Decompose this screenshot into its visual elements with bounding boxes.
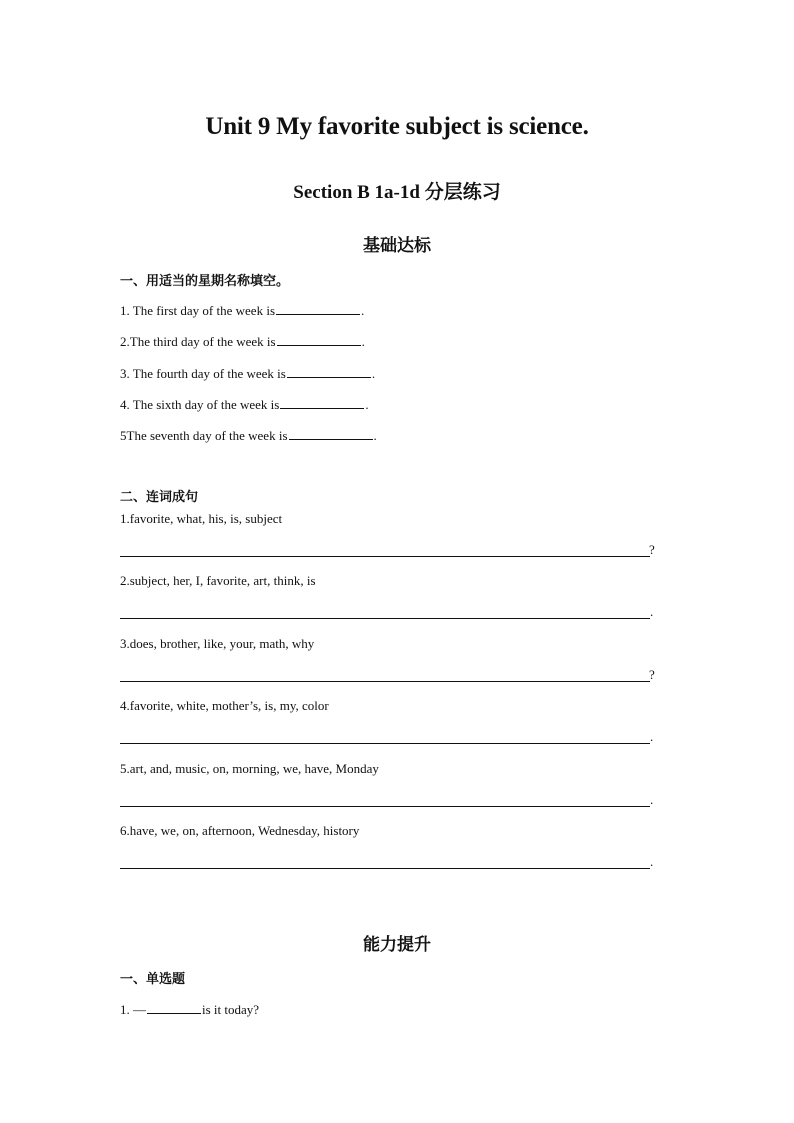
end-mark: . (371, 366, 376, 381)
reorder-prompt-5: 5.art, and, music, on, morning, we, have, Monday (120, 761, 379, 776)
answer-blank[interactable] (276, 301, 360, 315)
fill-item-text: 3. The fourth day of the week is (120, 366, 286, 381)
part2-instruction: 二、连词成句 (120, 489, 199, 504)
answer-blank[interactable] (147, 1000, 201, 1014)
answer-blank[interactable] (289, 426, 373, 440)
answer-line-5[interactable] (120, 806, 650, 807)
answer-line-3[interactable] (120, 681, 650, 682)
fill-item-text: 5The seventh day of the week is (120, 428, 288, 443)
answer-end-1: ? (649, 542, 655, 557)
answer-end-6: . (650, 854, 654, 869)
answer-end-5: . (650, 792, 654, 807)
fill-item-1 (120, 301, 364, 319)
part1-instruction: 一、用适当的星期名称填空。 (120, 273, 290, 288)
choice-instruction: 一、单选题 (120, 971, 186, 986)
reorder-prompt-4: 4.favorite, white, mother’s, is, my, color (120, 698, 329, 713)
reorder-prompt-3: 3.does, brother, like, your, math, why (120, 636, 315, 651)
answer-end-3: ? (649, 667, 655, 682)
fill-item-4 (120, 395, 369, 413)
answer-line-6[interactable] (120, 868, 650, 869)
page-subtitle: Section B 1a-1d 分层练习 (293, 182, 501, 203)
fill-item-text: 4. The sixth day of the week is (120, 397, 280, 412)
end-mark: . (365, 397, 369, 412)
reorder-prompt-1: 1.favorite, what, his, is, subject (120, 511, 283, 526)
answer-blank[interactable] (280, 395, 364, 409)
answer-blank[interactable] (277, 332, 361, 346)
question-prefix: 1. — (120, 1002, 146, 1017)
advanced-level-heading: 能力提升 (363, 935, 431, 954)
fill-item-text: 1. The first day of the week is (120, 303, 275, 318)
end-mark: . (373, 428, 377, 443)
answer-line-1[interactable] (120, 556, 650, 557)
answer-line-2[interactable] (120, 618, 650, 619)
fill-item-5 (120, 426, 377, 444)
answer-line-4[interactable] (120, 743, 650, 744)
answer-end-4: . (650, 729, 654, 744)
answer-end-2: . (650, 604, 654, 619)
reorder-prompt-6: 6.have, we, on, afternoon, Wednesday, history (120, 823, 360, 838)
end-mark: . (361, 303, 365, 318)
fill-item-2 (120, 332, 365, 350)
question-suffix: is it today? (202, 1002, 260, 1017)
answer-blank[interactable] (287, 364, 371, 378)
end-mark: . (361, 334, 365, 349)
choice-question-1 (120, 1000, 259, 1018)
fill-item-text: 2.The third day of the week is (120, 334, 276, 349)
fill-item-3 (120, 364, 375, 382)
reorder-prompt-2: 2.subject, her, I, favorite, art, think, is (120, 573, 316, 588)
page-title: Unit 9 My favorite subject is science. (205, 113, 589, 140)
basic-level-heading: 基础达标 (363, 236, 431, 255)
